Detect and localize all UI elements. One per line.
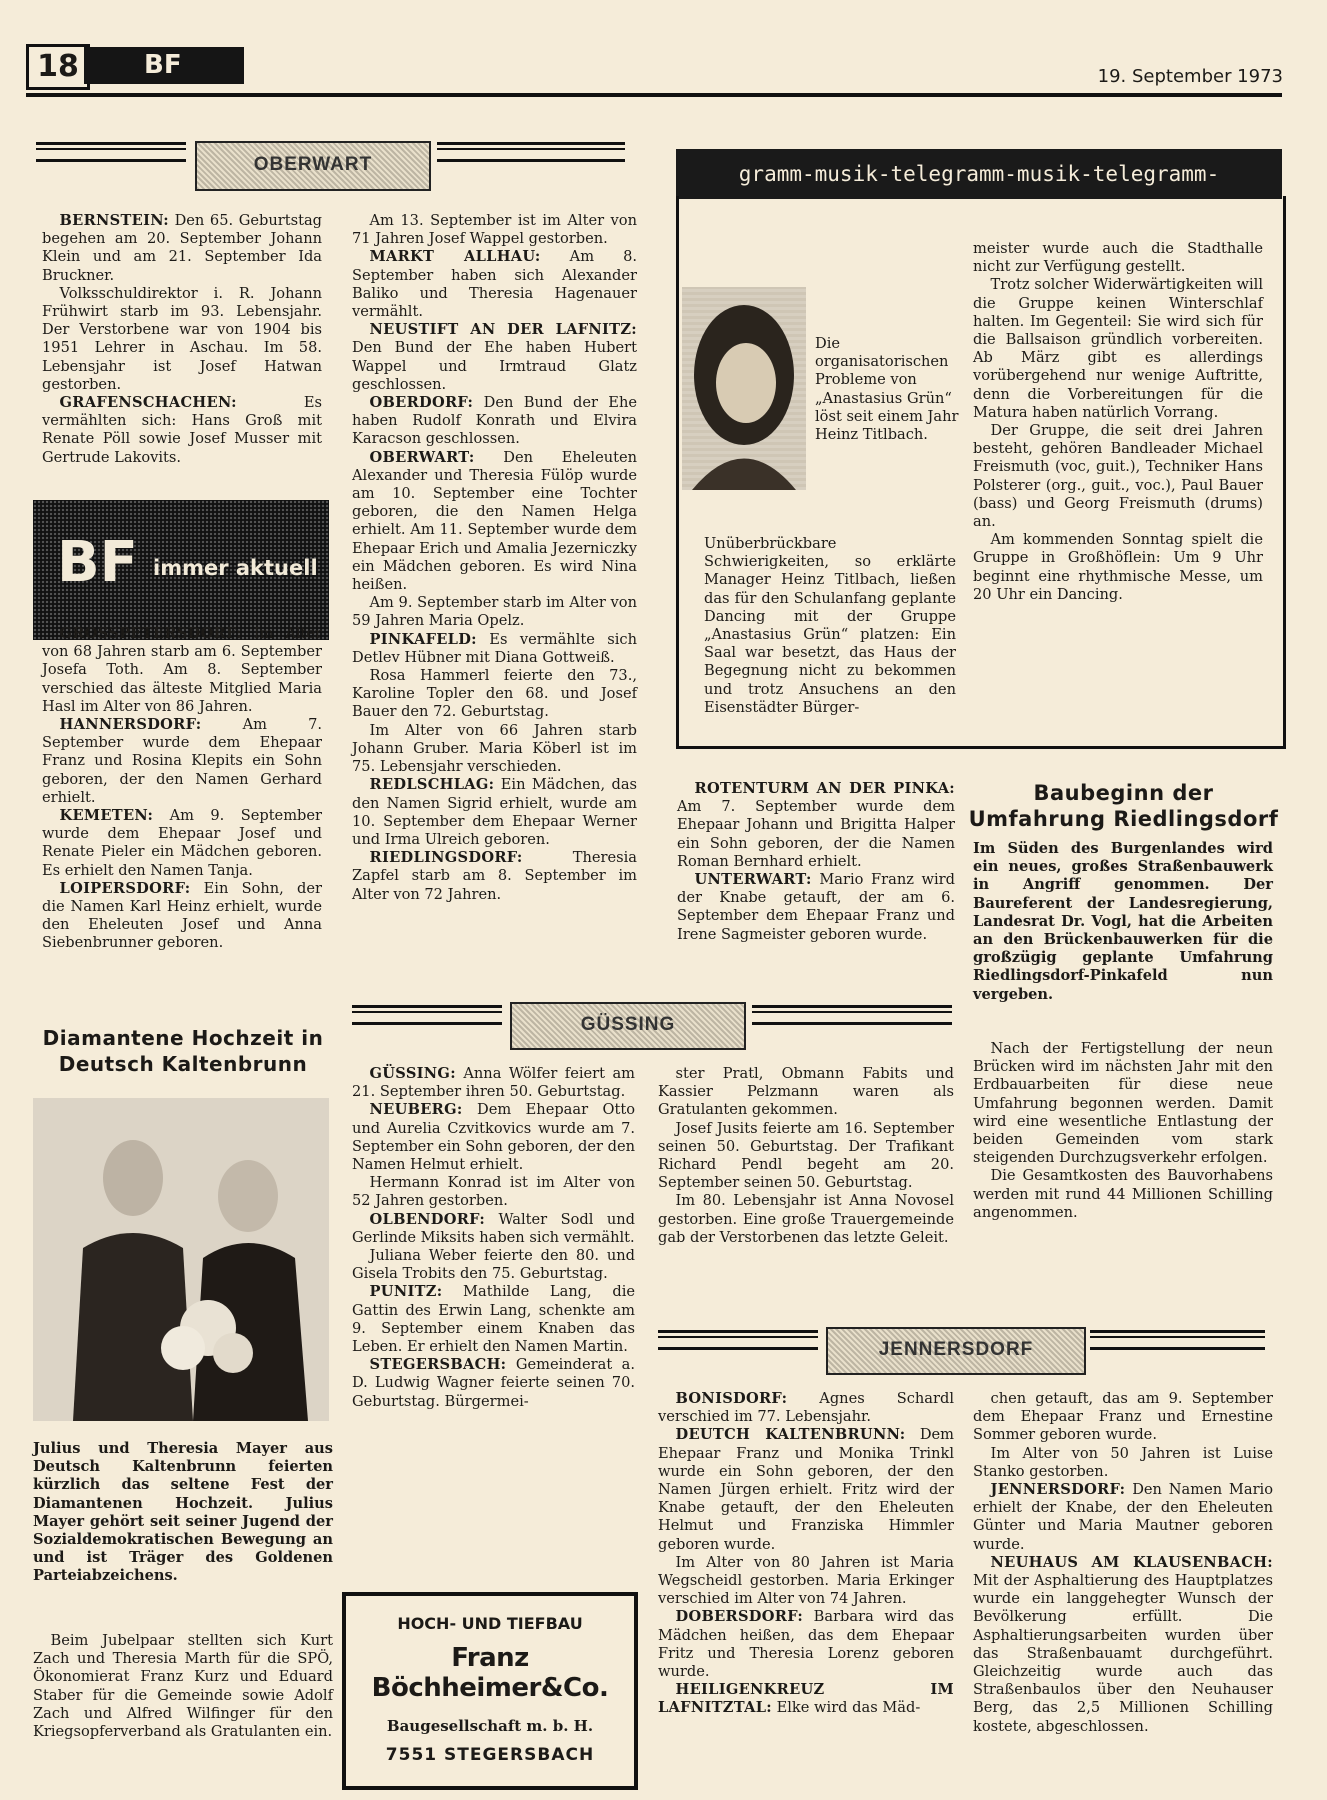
news-notice [352, 248, 637, 321]
ad-address: 7551 STEGERSBACH [385, 1745, 595, 1765]
news-notice [352, 594, 637, 630]
notice-text: Gemeinderat a. D. Ludwig Wagner feierte seinen 70. Geburtstag. Bürgermei- [352, 1356, 635, 1410]
news-notice [973, 1554, 1273, 1736]
notice-text: Am 7. September wurde dem Ehepaar Franz und Rosina Klepits ein Sohn geboren, der den Namen Gerhard erhielt. [42, 716, 322, 806]
wedding-article-body: Beim Jubelpaar stellten sich Kurt Zach und Theresia Marth für die SPÖ, Ökonomierat Franz Kurz und Eduard Staber für die Gemeinde sowie Adolf Zach und Alfred Wilfinger für den Kriegsopferverband als Gratulanten ein. [33, 1632, 333, 1741]
notice-place: DOBERSDORF: [675, 1608, 804, 1626]
news-notice [42, 807, 322, 880]
notice-text: Es vermählte sich Detlev Hübner mit Diana Gottweiß. [352, 630, 637, 666]
news-notice [352, 1247, 635, 1283]
notice-text: Am 9. September wurde dem Ehepaar Josef und Renate Pieler ein Mädchen geboren. Es erhielt den Namen Tanja. [42, 807, 322, 879]
wedding-article-lead: Julius und Theresia Mayer aus Deutsch Kaltenbrunn feierten kürzlich das seltene Fest der Diamantenen Hochzeit. Julius Mayer gehört seit seiner Jugend der Sozialdemokratischen Bewegung an und ist Träger des Goldenen Parteiabzeichens. [33, 1440, 333, 1585]
music-telegram-banner: gramm-musik-telegramm-musik-telegramm- [676, 149, 1282, 199]
section-rule-right [1090, 1330, 1265, 1350]
notice-place: GRAFENSCHACHEN: [59, 394, 237, 412]
notice-place: PINKAFELD: [369, 630, 477, 648]
news-notice [352, 1356, 635, 1411]
notice-text: Theresia Zapfel starb am 8. September im Alter von 72 Jahren. [352, 849, 637, 903]
section-title-jennersdorf: JENNERSDORF [826, 1327, 1086, 1375]
notice-text: Juliana Weber feierte den 80. und Gisela Trobits den 75. Geburtstag. [352, 1247, 635, 1283]
music-paragraph: Am kommenden Sonntag spielt die Gruppe in Großhöflein: Um 9 Uhr beginnt eine rhythmische Messe, um 20 Uhr ein Dancing. [973, 531, 1263, 603]
music-paragraph: meister wurde auch die Stadthalle nicht zur Verfügung gestellt. [973, 240, 1263, 276]
photo-caption: Die organisatorischen Probleme von „Anastasius Grün“ löst seit einem Jahr Heinz Titlbach. [815, 335, 959, 444]
issue-date: 19. September 1973 [1097, 66, 1283, 87]
news-notice [658, 1065, 954, 1120]
column-oberwart-1 [42, 212, 322, 467]
notice-text: Den Namen Mario erhielt der Knabe, der den Eheleuten Günter und Maria Mautner geboren wurde. [973, 1481, 1274, 1553]
notice-place: BONISDORF: [675, 1390, 788, 1407]
news-notice [352, 1283, 635, 1356]
news-notice [352, 776, 637, 849]
ad-company-name: Franz Böchheimer&Co. [371, 1643, 609, 1703]
header-rule [26, 93, 1282, 97]
wedding-article-headline: Diamantene Hochzeit in Deutsch Kaltenbrunn [42, 1026, 324, 1076]
notice-text: Es vermählten sich: Hans Groß mit Renate Pöll sowie Josef Musser mit Gertrude Lakovits. [42, 394, 322, 466]
notice-place: NEUSTIFT AN DER LAFNITZ: [369, 321, 637, 339]
news-notice [352, 667, 637, 722]
notice-text: Den Bund der Ehe haben Hubert Wappel und Irmtraud Glatz geschlossen. [352, 339, 637, 393]
news-notice [352, 1174, 635, 1210]
notice-text: Ein Mädchen, das den Namen Sigrid erhielt, wurde am 10. September dem Ehepaar Werner und Irma Ulreich geboren. [352, 776, 638, 848]
news-notice [658, 1426, 954, 1553]
news-notice [42, 394, 322, 467]
music-article-right [973, 240, 1263, 604]
notice-place: GROSSPETERSDORF: [59, 625, 242, 642]
notice-place: HANNERSDORF: [59, 716, 202, 734]
notice-text: Volksschuldirektor i. R. Johann Frühwirt starb im 93. Lebensjahr. Der Verstorbene war von 1904 bis 1951 Lehrer in Aschau. Im 58. Lebensjahr ist Josef Hatwan gestorben. [42, 284, 322, 393]
section-title-guessing: GÜSSING [510, 1002, 746, 1050]
notice-text: Am 8. September haben sich Alexander Baliko und Theresia Hagenauer vermählt. [352, 248, 637, 321]
music-paragraph: Trotz solcher Widerwärtigkeiten will die Gruppe keinen Winterschlaf halten. Im Gegenteil: Sie wird sich für die Ballsaison gründlich vorbereiten. Ab März gibt es allerdings vorübergehend nur wenige Auftritte, denn die Vorbereitungen für die Matura haben natürlich Vorrang. [973, 276, 1263, 421]
news-notice [973, 1390, 1273, 1445]
news-notice [352, 722, 637, 777]
column-oberwart-4 [677, 780, 955, 944]
page-number: 18 [26, 44, 90, 90]
notice-text: ster Pratl, Obmann Fabits und Kassier Pelzmann waren als Gratulanten gekommen. [658, 1065, 954, 1119]
portrait-illustration [682, 287, 806, 490]
news-notice [677, 871, 955, 944]
news-notice [973, 1481, 1273, 1554]
notice-text: Dem Ehepaar Otto und Aurelia Czvitkovics wurde am 7. September ein Sohn geboren, der den Namen Helmut erhielt. [352, 1101, 636, 1174]
notice-text: Mathilde Lang, die Gattin des Erwin Lang, schenkte am 9. September einem Knaben das Leben. Er erhielt den Namen Martin. [352, 1283, 635, 1356]
section-rule-left [36, 142, 186, 162]
news-notice [352, 321, 637, 394]
notice-text: chen getauft, das am 9. September dem Ehepaar Franz und Ernestine Sommer geboren wurde. [973, 1390, 1273, 1444]
road-article-lead: Im Süden des Burgenlandes wird ein neues, großes Straßenbauwerk in Angriff genommen. Der Baureferent der Landesregierung, Landesrat Dr. Vogl, hat die Arbeiten an den Brückenbauwerken für die großzügig geplante Umfahrung Riedlingsdorf-Pinkafeld nun vergeben. [973, 840, 1273, 1003]
notice-place: OLBENDORF: [369, 1210, 486, 1228]
column-guessing-2 [658, 1065, 954, 1247]
notice-text: Am 7. September wurde dem Ehepaar Johann und Brigitta Halper ein Sohn geboren, der die Namen Roman Bernhard erhielt. [677, 798, 955, 870]
notice-text: Im 80. Lebensjahr ist Anna Novosel gestorben. Eine große Trauergemeinde gab der Verstorbenen das letzte Geleit. [658, 1192, 954, 1246]
news-notice [352, 449, 637, 595]
news-notice [658, 1390, 954, 1426]
notice-text: Am 9. September starb im Alter von 59 Jahren Maria Opelz. [352, 594, 637, 630]
notice-place: JENNERSDORF: [990, 1481, 1126, 1499]
notice-place: OBERDORF: [369, 394, 474, 412]
notice-text: Hermann Konrad ist im Alter von 52 Jahren gestorben. [352, 1174, 635, 1210]
news-notice [352, 631, 637, 667]
notice-place: REDLSCHLAG: [369, 776, 495, 794]
wedding-couple-photo [33, 1098, 329, 1421]
notice-text: Walter Sodl und Gerlinde Miksits haben sich vermählt. [352, 1210, 636, 1246]
notice-place: RIEDLINGSDORF: [369, 849, 523, 867]
news-notice [973, 1445, 1273, 1481]
ad-line-3: Baugesellschaft m. b. H. [386, 1717, 594, 1735]
notice-place: UNTERWART: [694, 871, 812, 889]
bf-promo-logo: BF [57, 530, 138, 595]
notice-place: STEGERSBACH: [369, 1356, 507, 1374]
notice-place: BERNSTEIN: [59, 212, 169, 229]
road-article-headline: Baubeginn der Umfahrung Riedlingsdorf [968, 781, 1279, 831]
wedding-couple-illustration [33, 1098, 329, 1421]
notice-place: ROTENTURM AN DER PINKA: [694, 780, 955, 797]
band-manager-photo [682, 287, 806, 490]
notice-text: Agnes Schardl verschied im 77. Lebensjahr. [658, 1390, 954, 1426]
music-paragraph: Der Gruppe, die seit drei Jahren besteht, gehören Bandleader Michael Freismuth (voc, guit.), Techniker Hans Polsterer (org., guit., voc.), Paul Bauer (bass) und Georg Freismuth (drums) an. [973, 422, 1263, 531]
construction-company-ad [342, 1592, 638, 1790]
news-notice [677, 780, 955, 871]
column-guessing-1 [352, 1065, 635, 1411]
news-notice [658, 1192, 954, 1247]
column-jennersdorf-1 [658, 1390, 954, 1718]
notice-text: Im Alter von 68 Jahren starb am 6. September Josefa Toth. Am 8. September verschied das älteste Mitglied Maria Hasl im Alter von 86 Jahren. [42, 625, 322, 715]
notice-text: Den Bund der Ehe haben Rudolf Konrath und Elvira Karacson geschlossen. [352, 394, 637, 448]
music-article-left: Unüberbrückbare Schwierigkeiten, so erklärte Manager Heinz Titlbach, ließen das für den Schulanfang geplante Dancing mit der Gruppe „Anastasius Grün“ platzen: Ein Saal war besetzt, das Haus der Begegnung nicht zu bekommen und trotz Ansuchens an den Eisenstädter Bürger- [704, 535, 956, 716]
section-rule-left [352, 1005, 502, 1025]
column-oberwart-2 [42, 625, 322, 953]
section-rule-right [437, 142, 625, 162]
bf-promo-box [33, 500, 329, 640]
news-notice [352, 1101, 635, 1174]
notice-text: Im Alter von 80 Jahren ist Maria Wegscheidl gestorben. Maria Erkinger verschied im Alter von 74 Jahren. [658, 1553, 954, 1608]
column-oberwart-3 [352, 212, 637, 904]
road-article-body [973, 1040, 1273, 1222]
ad-line-1: HOCH- UND TIEFBAU [397, 1614, 583, 1633]
notice-text: Anna Wölfer feiert am 21. September ihren 50. Geburtstag. [352, 1065, 635, 1101]
news-notice [42, 285, 322, 394]
section-title-oberwart: OBERWART [195, 141, 431, 191]
notice-text: Mario Franz wird der Knabe getauft, der am 6. September dem Ehepaar Franz und Irene Sagmeister geboren wurde. [677, 871, 955, 943]
notice-place: OBERWART: [369, 448, 475, 466]
notice-text: Ein Sohn, der die Namen Karl Heinz erhielt, wurde den Eheleuten Josef und Anna Siebenbrunner geboren. [42, 879, 322, 952]
notice-text: Elke wird das Mäd- [776, 1699, 921, 1717]
column-jennersdorf-2 [973, 1390, 1273, 1736]
notice-place: KEMETEN: [59, 807, 154, 825]
notice-text: Im Alter von 50 Jahren ist Luise Stanko gestorben. [973, 1444, 1273, 1480]
news-notice [42, 880, 322, 953]
news-notice [352, 849, 637, 904]
notice-text: Den 65. Geburtstag begehen am 20. September Johann Klein und am 21. September Ida Bruckner. [42, 212, 322, 284]
notice-text: Josef Jusits feierte am 16. September seinen 50. Geburtstag. Der Trafikant Richard Pendl begeht am 20. September seinen 50. Geburtstag. [658, 1119, 954, 1192]
notice-text: Barbara wird das Mädchen heißen, das dem Ehepaar Fritz und Theresia Lorenz geboren wurde. [658, 1608, 954, 1681]
notice-place: MARKT ALLHAU: [369, 248, 541, 266]
notice-text: Dem Ehepaar Franz und Monika Trinkl wurde ein Sohn geboren, der den Namen Jürgen erhielt. Fritz wird der Knabe getauft, der den Eheleuten Helmut und Franziska Himmler geboren wurde. [658, 1426, 954, 1553]
notice-place: NEUHAUS AM KLAUSENBACH: [990, 1553, 1273, 1571]
notice-text: Mit der Asphaltierung des Hauptplatzes wurde ein langgehegter Wunsch der Bevölkerung erfüllt. Die Asphaltierungsarbeiten wurden über das Straßenbauamt durchgeführt. Gleichzeitig wurde auch das Straßenbaulos über den Neuhauser Berg, das 2,5 Millionen Schilling kostete, abgeschlossen. [973, 1572, 1273, 1735]
road-article-p1: Nach der Fertigstellung der neun Brücken wird im nächsten Jahr mit den Erdbauarbeiten für diese neue Umfahrung begonnen werden. Damit wird eine wesentliche Entlastung der beiden Gemeinden vom stark steigenden Durchzugsverkehr erfolgen. [973, 1040, 1273, 1167]
news-notice [658, 1681, 954, 1717]
news-notice [352, 1211, 635, 1247]
notice-place: NEUBERG: [369, 1101, 463, 1119]
section-rule-right [752, 1005, 952, 1025]
news-notice [658, 1554, 954, 1609]
news-notice [42, 212, 322, 285]
news-notice [42, 625, 322, 716]
notice-text: Am 13. September ist im Alter von 71 Jahren Josef Wappel gestorben. [352, 212, 637, 248]
notice-text: Den Eheleuten Alexander und Theresia Fülöp wurde am 10. September eine Tochter geboren, die den Namen Helga erhielt. Am 11. September wurde dem Ehepaar Erich und Amalia Jezerniczky ein Mädchen geboren. Es wird Nina heißen. [352, 448, 638, 594]
notice-place: GÜSSING: [369, 1065, 456, 1082]
bf-promo-slogan: immer aktuell [153, 556, 318, 580]
notice-place: HEILIGENKREUZ IM LAFNITZTAL: [658, 1681, 954, 1717]
notice-text: Im Alter von 66 Jahren starb Johann Gruber. Maria Köberl ist im 75. Lebensjahr verschieden. [352, 721, 637, 776]
news-notice [658, 1608, 954, 1681]
section-rule-left [658, 1330, 818, 1350]
notice-place: DEUTCH KALTENBRUNN: [675, 1426, 906, 1444]
news-notice [658, 1120, 954, 1193]
road-article-p2: Die Gesamtkosten des Bauvorhabens werden mit rund 44 Millionen Schilling angenommen. [973, 1167, 1273, 1221]
paper-logo: BF [84, 47, 244, 84]
news-notice [352, 1065, 635, 1101]
notice-place: LOIPERSDORF: [59, 879, 191, 897]
news-notice [42, 716, 322, 807]
news-notice [352, 212, 637, 248]
notice-text: Rosa Hammerl feierte den 73., Karoline Topler den 68. und Josef Bauer den 72. Geburtstag. [352, 667, 637, 721]
news-notice [352, 394, 637, 449]
notice-place: PUNITZ: [369, 1283, 443, 1301]
